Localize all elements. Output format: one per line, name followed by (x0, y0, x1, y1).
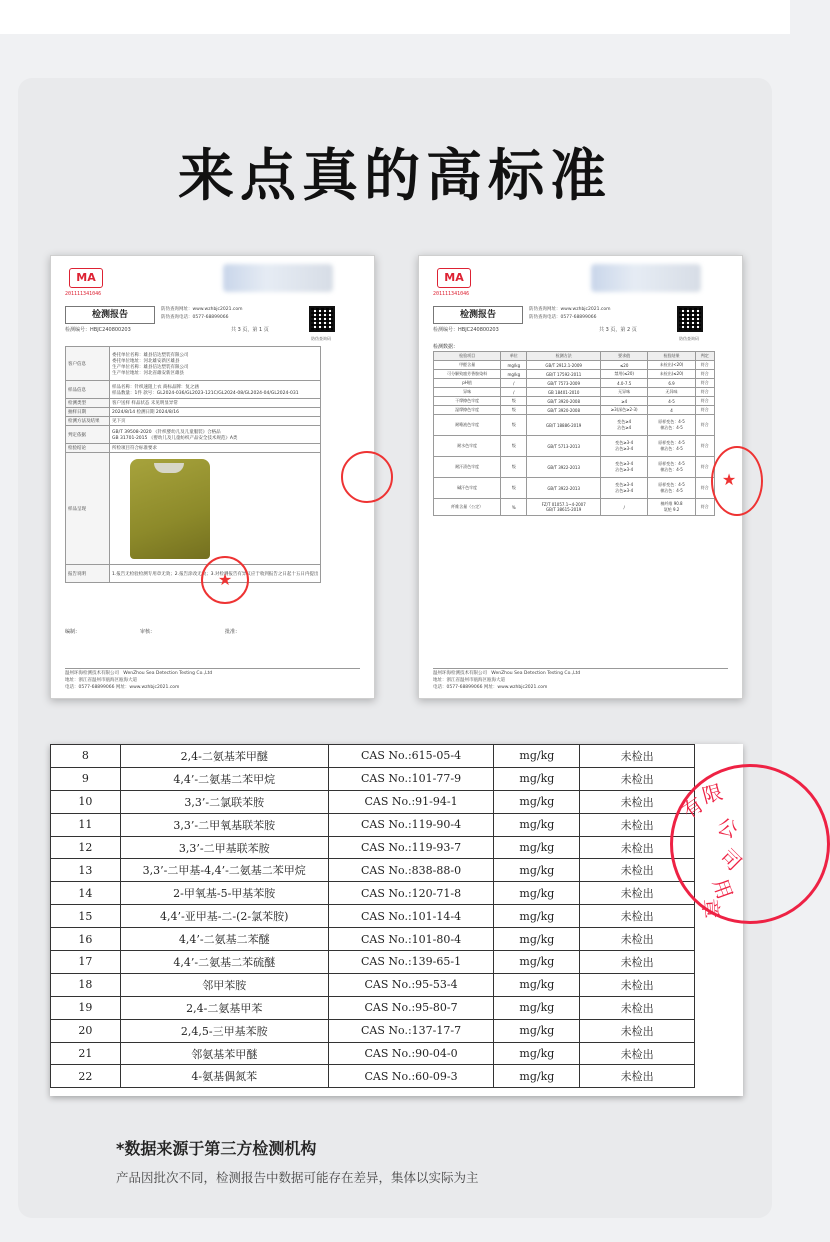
cma-logo: MA (437, 268, 471, 288)
table-cell: 变色≥3-4 沾色≥3-4 (600, 436, 648, 457)
cell-result: 未检出 (580, 1065, 695, 1088)
verify-line: 防伪查询电话：0577-68899066 (529, 315, 597, 320)
cell-unit: mg/kg (494, 996, 580, 1019)
table-cell: 6.9 (648, 379, 695, 388)
cell-name: 邻甲苯胺 (120, 973, 328, 996)
official-stamp: ★ (201, 556, 249, 604)
table-cell: 变色≥3-4 沾色≥3-4 (600, 478, 648, 499)
table-row: 判定依据 GB/T 39508-2020 《针织婴幼儿及儿童服装》合格品 GB 31701-2015 《婴幼儿及儿童纺织产品安全技术规范》A类 (66, 426, 321, 444)
table-cell: GB/T 7573-2009 (527, 379, 600, 388)
data-caption: 检测数据： (433, 344, 459, 350)
cell-cas: CAS No.:120-71-8 (328, 882, 494, 905)
table-cell: 原样变色：4-5 棉沾色：4-5 (648, 436, 695, 457)
table-cell: ≤20 (600, 361, 648, 370)
cell-name: 2,4,5-三甲基苯胺 (120, 1019, 328, 1042)
table-row: 样品信息 样品名称：针织速阻上衣 商标品牌：复之涵 样品数量：1件 款号：GL2024-036/GL2023-121C/GL2024-08/GL2024-04/GL2024-031 (66, 381, 321, 399)
cell-cas: CAS No.:119-90-4 (328, 813, 494, 836)
cell-result: 未检出 (580, 928, 695, 951)
table-row (434, 370, 715, 379)
report-page-1 (50, 255, 375, 699)
table-row (51, 973, 695, 996)
test-data-table (433, 351, 715, 516)
cell-name: 2,4-二氨基甲苯 (120, 996, 328, 1019)
blurred-lab-logo (223, 264, 333, 292)
cell-name: 4-氨基偶氮苯 (120, 1065, 328, 1088)
table-cell: FZ/T 01057.1~4-2007 GB/T 38615-2019 (527, 499, 600, 516)
cell-no: 9 (51, 767, 121, 790)
cell-name: 3,3’-二甲基联苯胺 (120, 836, 328, 859)
sample-photo (130, 459, 210, 559)
official-stamp-edge: ★ (711, 446, 763, 516)
cell-no: 10 (51, 790, 121, 813)
table-row (51, 905, 695, 928)
cell-result: 未检出 (580, 859, 695, 882)
table-cell: 耐唾液色牢度 (434, 415, 501, 436)
table-cell: GB/T 3920-2008 (527, 406, 600, 415)
table-row (434, 388, 715, 397)
table-row: 检测类型 客户送样 样品状态 未见明显异常 (66, 399, 321, 408)
cell-no: 18 (51, 973, 121, 996)
table-cell: GB/T 2912.1-2009 (527, 361, 600, 370)
cell-name: 2,4-二氨基苯甲醚 (120, 745, 328, 768)
table-cell: 级 (501, 406, 527, 415)
cell-unit: mg/kg (494, 928, 580, 951)
verify-line: 防伪查询网址：www.wzhbjc2021.com (529, 307, 611, 312)
cell-cas: CAS No.:838-88-0 (328, 859, 494, 882)
cell-unit: mg/kg (494, 1042, 580, 1065)
cell-no: 22 (51, 1065, 121, 1088)
table-row: 检测方法及结果 见下页 (66, 417, 321, 426)
table-cell: 符合 (695, 361, 714, 370)
cell-result: 未检出 (580, 767, 695, 790)
table-row: 抽样日期 2024/8/14 检测日期 2024/8/16 (66, 408, 321, 417)
table-row (434, 478, 715, 499)
cell-no: 16 (51, 928, 121, 951)
table-row (51, 859, 695, 882)
cell-unit: mg/kg (494, 767, 580, 790)
table-cell: 符合 (695, 415, 714, 436)
cell-no: 14 (51, 882, 121, 905)
cell-unit: mg/kg (494, 836, 580, 859)
cell-unit: mg/kg (494, 1065, 580, 1088)
cell-result: 未检出 (580, 813, 695, 836)
signature-row: 编制： 审核： 批准： (65, 629, 241, 635)
table-cell: 符合 (695, 436, 714, 457)
table-cell: 级 (501, 478, 527, 499)
report-info-table (65, 346, 321, 583)
table-cell: 4.0-7.5 (600, 379, 648, 388)
table-cell: 符合 (695, 379, 714, 388)
table-cell: 4-5 (648, 397, 695, 406)
cell-name: 3,3’-二氯联苯胺 (120, 790, 328, 813)
cell-result: 未检出 (580, 973, 695, 996)
table-cell: 符合 (695, 478, 714, 499)
cell-result: 未检出 (580, 790, 695, 813)
cell-result: 未检出 (580, 882, 695, 905)
table-cell: 级 (501, 457, 527, 478)
table-cell: ≥3(深色≥2-3) (600, 406, 648, 415)
table-cell: 禁用(≤20) (600, 370, 648, 379)
cell-result: 未检出 (580, 745, 695, 768)
table-cell: mg/kg (501, 370, 527, 379)
table-row (51, 836, 695, 859)
table-row: 检验结论 所检项目符合标准要求 (66, 444, 321, 453)
blurred-lab-logo (591, 264, 701, 292)
cell-unit: mg/kg (494, 813, 580, 836)
company-seal (670, 764, 830, 924)
cell-cas: CAS No.:95-53-4 (328, 973, 494, 996)
table-row (434, 397, 715, 406)
cell-name: 4,4’-二氨基二苯硫醚 (120, 951, 328, 974)
table-cell: 符合 (695, 388, 714, 397)
cma-logo: MA (69, 268, 103, 288)
table-cell: GB/T 5713-2013 (527, 436, 600, 457)
table-cell: 原样变色：4-5 棉沾色：4-5 (648, 415, 695, 436)
qr-code (309, 306, 335, 332)
cell-no: 19 (51, 996, 121, 1019)
table-cell: 4 (648, 406, 695, 415)
table-row (51, 1042, 695, 1065)
cma-number: 201111341046 (65, 291, 102, 297)
cell-result: 未检出 (580, 905, 695, 928)
cell-cas: CAS No.:615-05-4 (328, 745, 494, 768)
verify-line: 防伪查询网址：www.wzhbjc2021.com (161, 307, 243, 312)
cell-unit: mg/kg (494, 790, 580, 813)
table-cell: 变色≥3-4 沾色≥3-4 (600, 457, 648, 478)
cell-name: 邻氨基苯甲醚 (120, 1042, 328, 1065)
cell-no: 8 (51, 745, 121, 768)
cell-unit: mg/kg (494, 973, 580, 996)
table-row (51, 951, 695, 974)
verify-line: 防伪查询电话：0577-68899066 (161, 315, 229, 320)
table-row (434, 361, 715, 370)
verify-info (161, 306, 243, 322)
cell-result: 未检出 (580, 1019, 695, 1042)
table-cell: 棉纤维 90.8 氨纶 9.2 (648, 499, 695, 516)
table-cell: 符合 (695, 406, 714, 415)
table-row (51, 1019, 695, 1042)
table-cell: 符合 (695, 457, 714, 478)
table-cell: % (501, 499, 527, 516)
table-cell: 级 (501, 436, 527, 457)
cell-name: 3,3’-二甲基-4,4’-二氨基二苯甲烷 (120, 859, 328, 882)
table-row (51, 996, 695, 1019)
cell-name: 2-甲氧基-5-甲基苯胺 (120, 882, 328, 905)
report-number: 检测编号：HBJC240800203 (433, 327, 499, 333)
table-cell: 级 (501, 415, 527, 436)
table-cell: 干摩擦色牢度 (434, 397, 501, 406)
table-row (51, 1065, 695, 1088)
table-cell: GB/T 17592-2011 (527, 370, 600, 379)
table-cell: 原样变色：4-5 棉沾色：4-5 (648, 478, 695, 499)
qr-caption: 防伪查询码 (679, 336, 699, 341)
table-cell: 异味 (434, 388, 501, 397)
table-cell: 无异味 (600, 388, 648, 397)
table-cell: GB/T 3920-2008 (527, 397, 600, 406)
table-cell: 未检出(≤20) (648, 370, 695, 379)
cell-unit: mg/kg (494, 951, 580, 974)
table-cell: GB 18401-2010 (527, 388, 600, 397)
cell-result: 未检出 (580, 836, 695, 859)
cell-name: 4,4’-亚甲基-二-(2-氯苯胺) (120, 905, 328, 928)
table-row (51, 813, 695, 836)
table-row (434, 415, 715, 436)
note-body: 产品因批次不同，检测报告中数据可能存在差异，集体以实际为主 (116, 1170, 479, 1185)
cell-no: 15 (51, 905, 121, 928)
cell-cas: CAS No.:90-04-0 (328, 1042, 494, 1065)
table-row: 客户信息 委托单位名称：雄县信达塑装有限公司 委托单位地址：河北雄安新区雄县 生产单位名称：雄县信达塑装有限公司 生产单位地址：河北省雄安新区雄县 (66, 347, 321, 381)
qr-code (677, 306, 703, 332)
cell-cas: CAS No.:101-77-9 (328, 767, 494, 790)
note-title: *数据来源于第三方检测机构 (116, 1139, 317, 1158)
cell-no: 11 (51, 813, 121, 836)
page-headline: 来点真的高标准 (178, 144, 612, 209)
cma-number: 201111341046 (433, 291, 470, 297)
cell-result: 未检出 (580, 996, 695, 1019)
table-row: 报告说明 1.报告无检验检测专用章无效；2.报告涂改无效；3.对检测报告有异议应于收到报告之日起十五日内提出 (66, 565, 321, 583)
cell-unit: mg/kg (494, 882, 580, 905)
cell-no: 12 (51, 836, 121, 859)
qr-caption: 防伪查询码 (311, 336, 331, 341)
table-row (51, 745, 695, 768)
table-row (434, 379, 715, 388)
report-page-2 (418, 255, 743, 699)
cell-unit: mg/kg (494, 905, 580, 928)
footer-divider (433, 668, 728, 669)
table-cell: 变色≥4 沾色≥4 (600, 415, 648, 436)
table-cell: / (501, 388, 527, 397)
cell-name: 3,3’-二甲氧基联苯胺 (120, 813, 328, 836)
table-row: 样品呈现 (66, 453, 321, 565)
cell-no: 20 (51, 1019, 121, 1042)
table-row (434, 406, 715, 415)
table-cell: 符合 (695, 499, 714, 516)
table-cell: 纤维含量（公定） (434, 499, 501, 516)
table-cell: GB/T 18886-2019 (527, 415, 600, 436)
report-footer: 温州环海检测技术有限公司 WenZhou Sea Detection Testing Co.,Ltd 地址：浙江省温州市瓯海区瓯海大道 电话：0577-68899066 网址：www.wzhbjc2021.com (65, 671, 213, 690)
cell-unit: mg/kg (494, 859, 580, 882)
table-cell: GB/T 3922-2013 (527, 478, 600, 499)
table-cell: 无异味 (648, 388, 695, 397)
table-cell: 原样变色：4-5 棉沾色：4-5 (648, 457, 695, 478)
table-row (434, 457, 715, 478)
table-cell: 未检出(<20) (648, 361, 695, 370)
table-header-row: 检验项目 单位 检测方法 要求值 检验结果 判定 (434, 352, 715, 361)
table-cell: pH值 (434, 379, 501, 388)
top-band (0, 0, 790, 34)
cell-cas: CAS No.:137-17-7 (328, 1019, 494, 1042)
table-row (434, 499, 715, 516)
table-cell: mg/kg (501, 361, 527, 370)
table-cell: 符合 (695, 397, 714, 406)
verify-info (529, 306, 611, 322)
official-stamp-edge (341, 451, 393, 503)
cell-cas: CAS No.:91-94-1 (328, 790, 494, 813)
cell-cas: CAS No.:139-65-1 (328, 951, 494, 974)
page-info: 共 3 页，第 1 页 (231, 327, 269, 333)
cell-result: 未检出 (580, 951, 695, 974)
cell-name: 4,4’-二氨基二苯醚 (120, 928, 328, 951)
report-title: 检测报告 (65, 306, 155, 324)
report-number: 检测编号：HBJC240800203 (65, 327, 131, 333)
amine-results-table-card: 8 2,4-二氨基苯甲醚 CAS No.:615-05-4 mg/kg 未检出 9 4,4’-二氨基二苯甲烷 CAS No.:101-77-9 mg/kg 未检出 10 3,3’-二氯联苯胺 CAS No.:91-94-1 mg/kg 未检出 11 3,3’-二甲氧基联苯胺 CAS No.:119-90-4 mg/kg 未检出 12 3,3’-二甲基联苯胺 CAS No.:119-93-7 mg/kg 未检出 13 3,3’-二甲基-4,4’-二氨基二苯甲烷 CAS No.:838-88-0 mg/kg 未检出 14 2-甲氧基-5-甲基苯胺 CAS No.:120-71-8 mg/kg 未检出 15 4,4’-亚甲基-二-(2-氯苯胺) CAS No.:101-14-4 mg/kg 未检出 16 4,4’-二氨基二苯醚 CAS No.:101-80-4 mg/kg 未检出 17 4,4’-二氨基二苯硫醚 CAS No.:139-65-1 mg/kg 未检出 18 邻甲苯胺 CAS No.:95-53-4 mg/kg 未检出 19 2,4-二氨基甲苯 CAS No.:95-80-7 mg/kg 未检出 20 2,4,5-三甲基苯胺 CAS No.:137-17-7 mg/kg 未检出 21 邻氨基苯甲醚 CAS No.:90-04-0 mg/kg 未检出 22 4-氨基偶氮苯 CAS No.:60-09-3 mg/kg 未检出 有 限 公 司 用 章 (50, 744, 743, 1096)
report-title: 检测报告 (433, 306, 523, 324)
cell-no: 17 (51, 951, 121, 974)
table-row (51, 767, 695, 790)
table-cell: 级 (501, 397, 527, 406)
table-row (51, 928, 695, 951)
cell-cas: CAS No.:95-80-7 (328, 996, 494, 1019)
table-cell: 符合 (695, 370, 714, 379)
table-row (51, 882, 695, 905)
cell-unit: mg/kg (494, 1019, 580, 1042)
page-info: 共 3 页，第 2 页 (599, 327, 637, 333)
cell-result: 未检出 (580, 1042, 695, 1065)
table-cell: 湿摩擦色牢度 (434, 406, 501, 415)
cell-cas: CAS No.:101-14-4 (328, 905, 494, 928)
table-cell: 碱汗色牢度 (434, 478, 501, 499)
table-cell: 甲醛含量 (434, 361, 501, 370)
cell-cas: CAS No.:101-80-4 (328, 928, 494, 951)
report-footer: 温州环海检测技术有限公司 WenZhou Sea Detection Testing Co.,Ltd 地址：浙江省温州市瓯海区瓯海大道 电话：0577-68899066 网址：www.wzhbjc2021.com (433, 671, 581, 690)
cell-no: 13 (51, 859, 121, 882)
table-cell: ≥4 (600, 397, 648, 406)
table-cell: 耐汗渍色牢度 (434, 457, 501, 478)
cell-cas: CAS No.:60-09-3 (328, 1065, 494, 1088)
amine-results-table (50, 744, 695, 1088)
table-row (434, 436, 715, 457)
cell-unit: mg/kg (494, 745, 580, 768)
table-cell: / (600, 499, 648, 516)
table-row (51, 790, 695, 813)
cell-no: 21 (51, 1042, 121, 1065)
table-cell: / (501, 379, 527, 388)
table-cell: GB/T 3922-2013 (527, 457, 600, 478)
cell-cas: CAS No.:119-93-7 (328, 836, 494, 859)
table-cell: 可分解致癌芳香胺染料 (434, 370, 501, 379)
footer-divider (65, 668, 360, 669)
table-cell: 耐水色牢度 (434, 436, 501, 457)
cell-name: 4,4’-二氨基二苯甲烷 (120, 767, 328, 790)
